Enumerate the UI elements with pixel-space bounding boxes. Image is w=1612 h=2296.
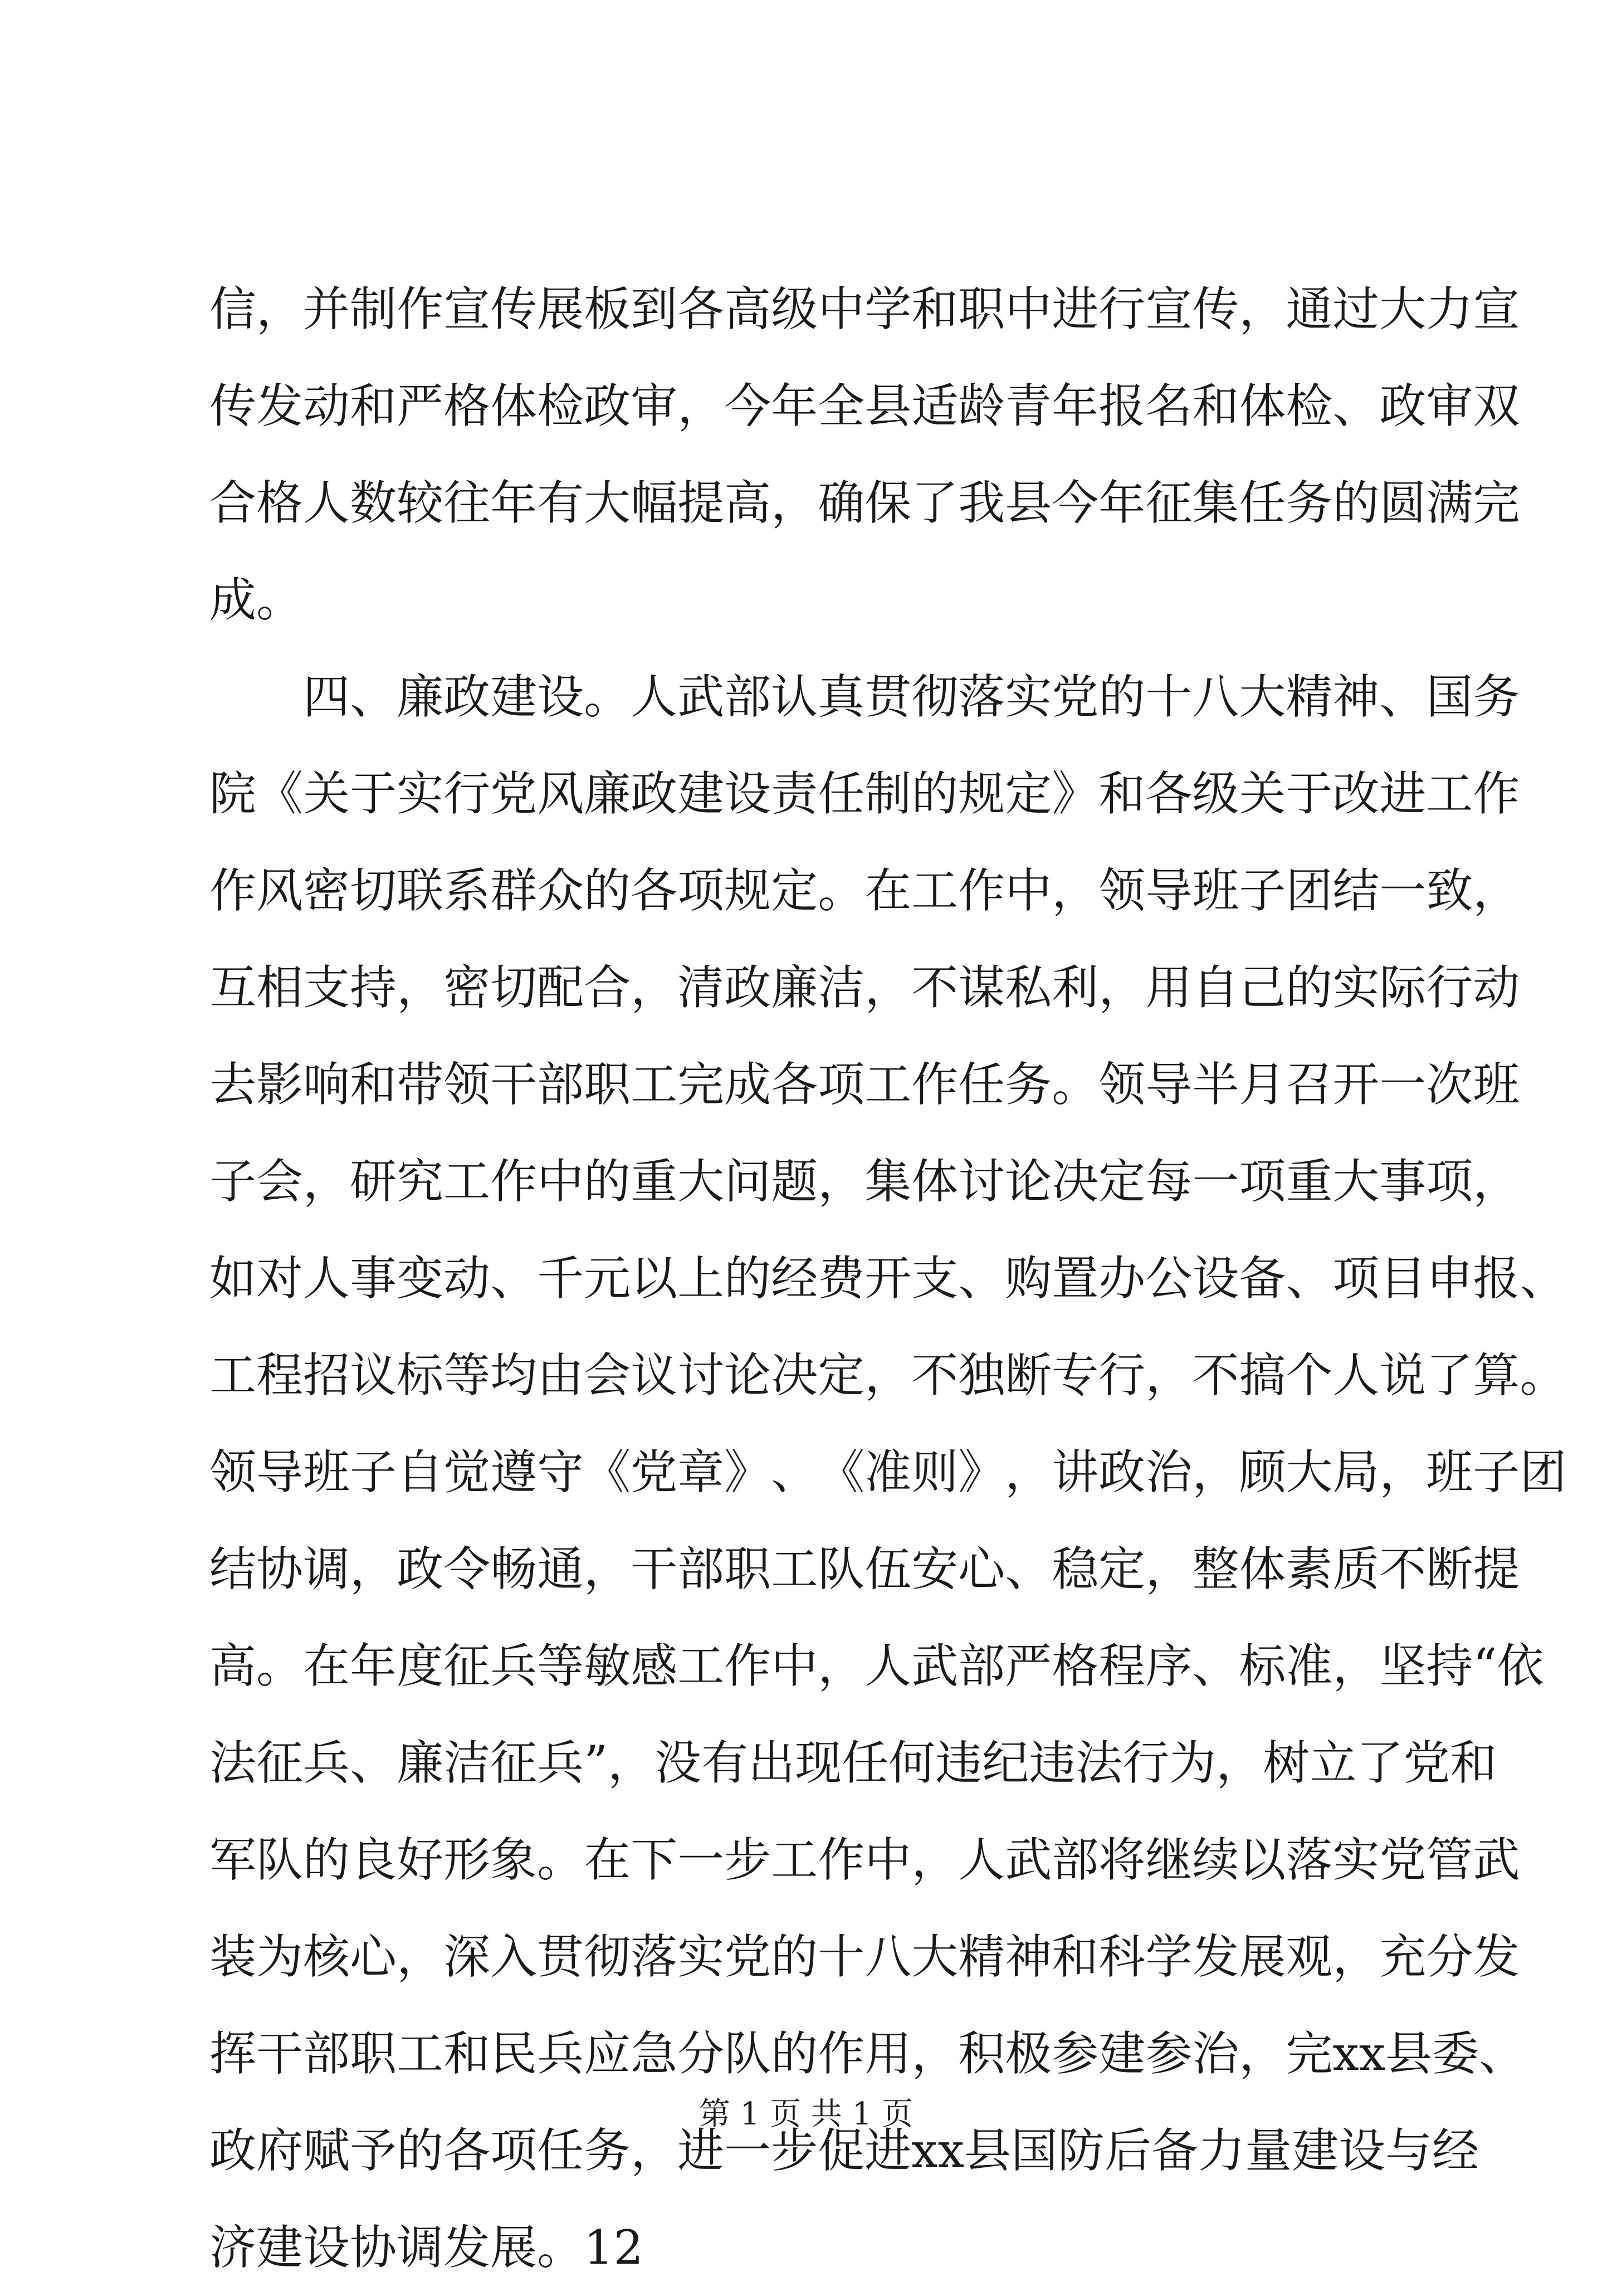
text-line: 军 队 的 良 好 形 象 。 在 下 一 步 工 作 中 ， 人 武 部 将 继 续 以 落 实 党 管 武 [209, 1833, 1520, 1887]
text-line: 信 ， 并 制 作 宣 传 展 板 到 各 高 级 中 学 和 职 中 进 行 宣 传 ， 通 过 大 力 宣 [209, 282, 1520, 336]
section-heading-line: 四 、 廉 政 建 设 。 人 武 部 认 真 贯 彻 落 实 党 的 十 八 大 精 神 、 国 务 [303, 670, 1520, 724]
text-line: 政 府 赋 予 的 各 项 任 务 ， 进 一 步 促 进 xx 县 国 防 后 备 力 量 建 设 与 经 [209, 2123, 1479, 2178]
text-line: 合 格 人 数 较 往 年 有 大 幅 提 高 ， 确 保 了 我 县 今 年 征 集 任 务 的 圆 满 完 [209, 476, 1520, 530]
text-line: 成。 [209, 573, 304, 627]
text-line: 高 。 在 年 度 征 兵 等 敏 感 工 作 中 ， 人 武 部 严 格 程 序 、 标 准 ， 坚 持 “ 依 [209, 1639, 1544, 1693]
text-line: 工 程 招 议 标 等 均 由 会 议 讨 论 决 定 ， 不 独 断 专 行 ， 不 搞 个 人 说 了 算 。 [209, 1348, 1567, 1403]
text-line: 传 发 动 和 严 格 体 检 政 审 ， 今 年 全 县 适 龄 青 年 报 名 和 体 检 、 政 审 双 [209, 379, 1520, 433]
text-line: 作 风 密 切 联 系 群 众 的 各 项 规 定 。 在 工 作 中 ， 领 导 班 子 团 结 一 致 ， [209, 863, 1520, 918]
text-line: 互 相 支 持 ， 密 切 配 合 ， 清 政 廉 洁 ， 不 谋 私 利 ， 用 自 己 的 实 际 行 动 [209, 960, 1520, 1015]
text-line: 去 影 响 和 带 领 干 部 职 工 完 成 各 项 工 作 任 务 。 领 导 半 月 召 开 一 次 班 [209, 1057, 1520, 1112]
text-line: 法 征 兵 、 廉 洁 征 兵 ” ， 没 有 出 现 任 何 违 纪 违 法 行 为 ， 树 立 了 党 和 [209, 1736, 1497, 1790]
text-line: 挥 干 部 职 工 和 民 兵 应 急 分 队 的 作 用 ， 积 极 参 建 参 治 ， 完 xx 县 委 、 [209, 2026, 1526, 2081]
page-number-footer: 第 1 页 共 1 页 [698, 2096, 914, 2132]
text-line: 领 导 班 子 自 觉 遵 守 《 党 章 》 、 《 准 则 》 ， 讲 政 治 ， 顾 大 局 ， 班 子 团 [209, 1445, 1567, 1499]
text-line: 济建设协调发展。12 [209, 2220, 643, 2275]
document-body [209, 261, 1567, 2296]
text-line: 结 协 调 ， 政 令 畅 通 ， 干 部 职 工 队 伍 安 心 、 稳 定 ， 整 体 素 质 不 断 提 [209, 1542, 1520, 1596]
text-line: 如 对 人 事 变 动 、 千 元 以 上 的 经 费 开 支 、 购 置 办 公 设 备 、 项 目 申 报 、 [209, 1251, 1567, 1306]
text-line: 装 为 核 心 ， 深 入 贯 彻 落 实 党 的 十 八 大 精 神 和 科 学 发 展 观 ， 充 分 发 [209, 1929, 1520, 1984]
text-line: 子 会 ， 研 究 工 作 中 的 重 大 问 题 ， 集 体 讨 论 决 定 每 一 项 重 大 事 项 ， [209, 1154, 1520, 1209]
text-line: 院 《 关 于 实 行 党 风 廉 政 建 设 责 任 制 的 规 定 》 和 各 级 关 于 改 进 工 作 [209, 766, 1520, 821]
